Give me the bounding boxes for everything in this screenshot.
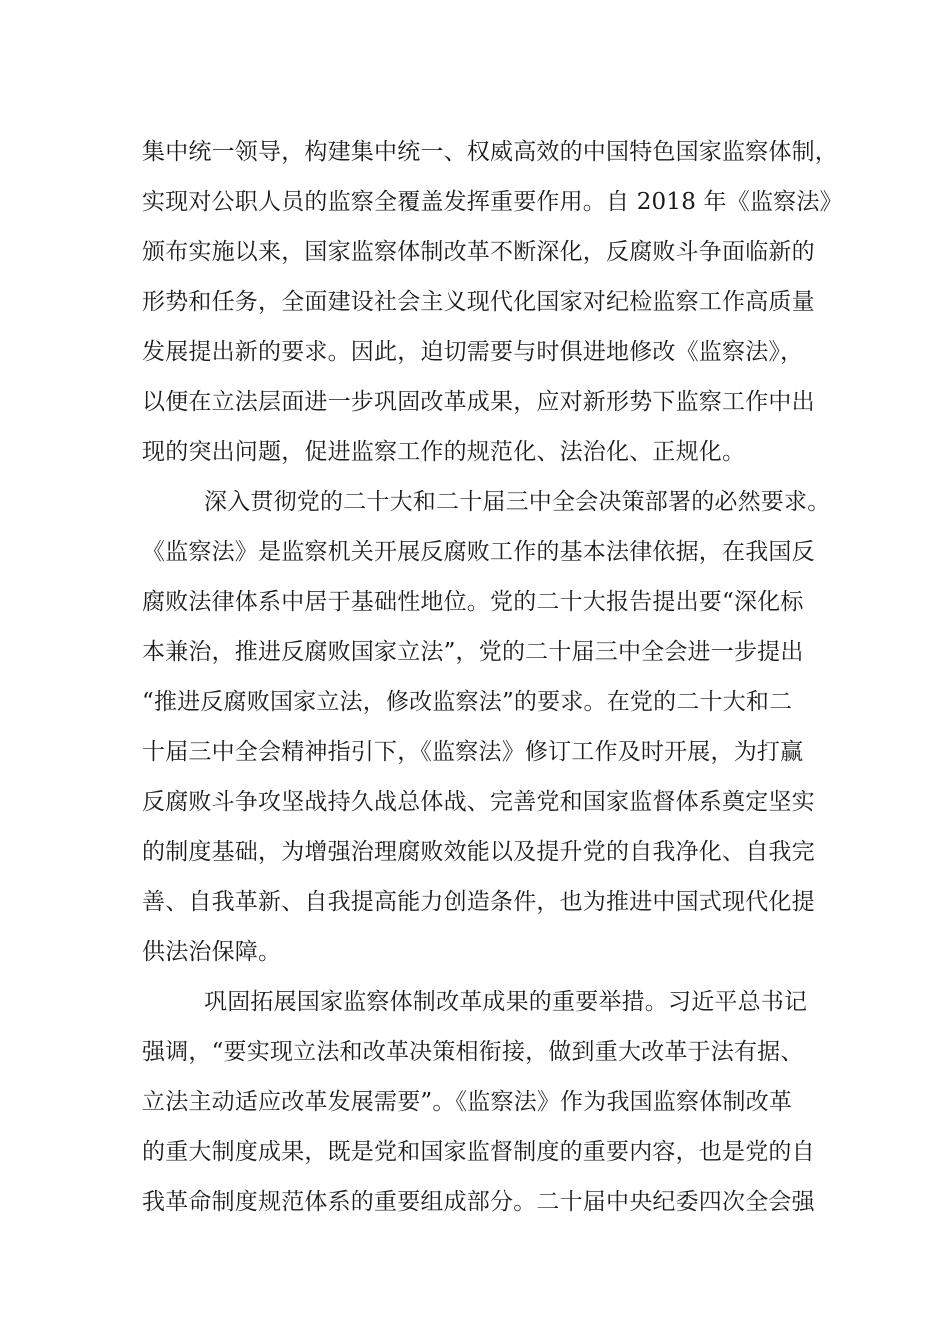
text-line: 以便在立法层面进一步巩固改革成果，应对新形势下监察工作中出 [142, 389, 815, 415]
text-line-first: 深入贯彻党的二十大和二十届三中全会决策部署的必然要求。 [204, 489, 831, 515]
text-line: 我革命制度规范体系的重要组成部分。二十届中央纪委四次全会强 [142, 1189, 815, 1215]
text-line: 腐败法律体系中居于基础性地位。党的二十大报告提出要“深化标 [142, 589, 804, 615]
text-line: 反腐败斗争攻坚战持久战总体战、完善党和国家监督体系奠定坚实 [142, 789, 815, 815]
text-line: 发展提出新的要求。因此，迫切需要与时俱进地修改《监察法》， [142, 339, 804, 365]
document-body [142, 127, 843, 1227]
text-line: 《监察法》是监察机关开展反腐败工作的基本法律依据，在我国反 [142, 539, 815, 565]
text-line: 强调，“要实现立法和改革决策相衔接，做到重大改革于法有据、 [142, 1039, 804, 1065]
text-line: 颁布实施以来，国家监察体制改革不断深化，反腐败斗争面临新的 [142, 239, 815, 265]
paragraph-1 [142, 127, 843, 477]
text-line: 善、自我革新、自我提高能力创造条件，也为推进中国式现代化提 [142, 889, 815, 915]
text-line: “推进反腐败国家立法，修改监察法”的要求。在党的二十大和二 [142, 689, 793, 715]
text-line: 的制度基础，为增强治理腐败效能以及提升党的自我净化、自我完 [142, 839, 815, 865]
text-line: 十届三中全会精神指引下，《监察法》修订工作及时开展，为打赢 [142, 739, 804, 765]
paragraph-2 [142, 477, 832, 977]
text-line: 本兼治，推进反腐败国家立法”，党的二十届三中全会进一步提出 [142, 639, 804, 665]
paragraph-3 [142, 977, 832, 1227]
text-line: 立法主动适应改革发展需要”。《监察法》作为我国监察体制改革 [142, 1089, 793, 1115]
text-line: 实现对公职人员的监察全覆盖发挥重要作用。自 2018 年《监察法》 [142, 189, 843, 215]
text-line: 现的突出问题，促进监察工作的规范化、法治化、正规化。 [142, 439, 746, 465]
text-line: 的重大制度成果，既是党和国家监督制度的重要内容，也是党的自 [142, 1139, 815, 1165]
text-line: 形势和任务，全面建设社会主义现代化国家对纪检监察工作高质量 [142, 289, 815, 315]
text-line-first: 巩固拓展国家监察体制改革成果的重要举措。习近平总书记 [204, 989, 808, 1015]
text-line: 供法治保障。 [142, 939, 282, 965]
text-line: 集中统一领导，构建集中统一、权威高效的中国特色国家监察体制， [142, 139, 838, 165]
